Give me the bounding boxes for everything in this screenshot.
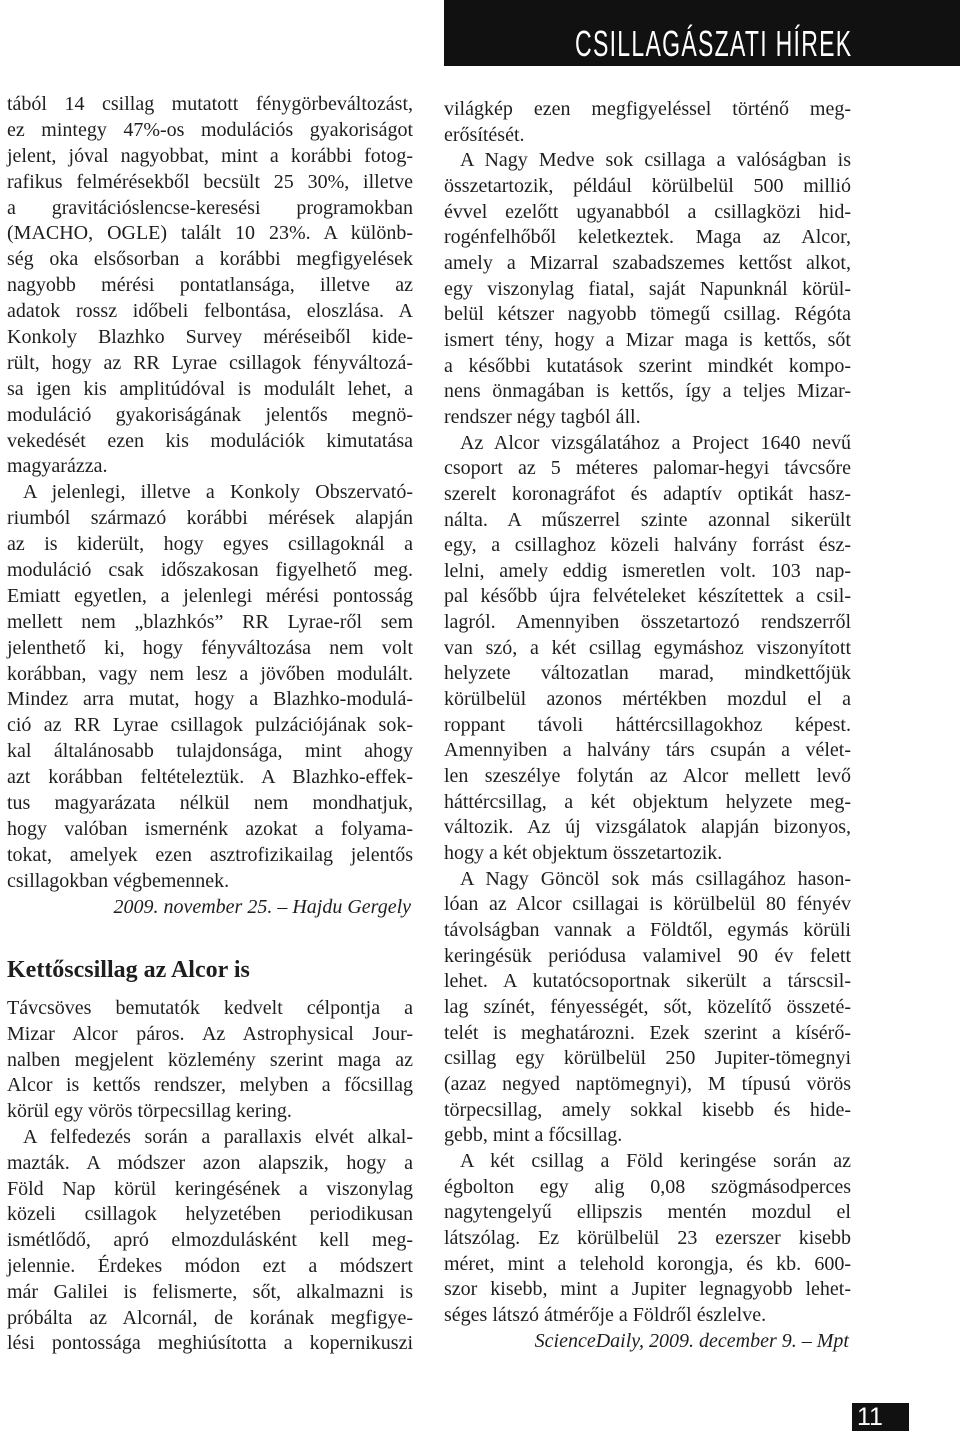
text-line: Alcor is kettős rendszer, melyben a főcsillag [7,1074,413,1097]
text-line: Konkoly Blazhko Survey méréseiből kide- [7,326,413,349]
article-byline: ScienceDaily, 2009. december 9. – Mpt [534,1329,849,1352]
text-line: hogy a két objektum összetartozik. [444,842,723,865]
text-line: belül kétszer nagyobb tömegű csillag. Régóta [444,303,851,326]
text-line: lehet. A kutatócsoportnak sikerült a társcsil- [444,970,851,993]
text-line: tus magyarázata nélkül nem mondhatjuk, [7,792,413,815]
text-line: pal később újra felvételeket készítettek a csil- [444,585,851,608]
text-line: törpecsillag, amely sokkal kisebb és hide- [444,1098,851,1121]
text-line: távolságban vannak a Földtől, egymás körüli [444,919,851,941]
text-line: jelenthető ki, hogy fényváltozása nem volt [7,636,413,659]
paragraph [444,1149,851,1329]
text-line: nálta. A műszerrel szinte azonnal sikerült [444,508,851,531]
text-line: A két csillag a Föld keringése során az [460,1149,851,1172]
text-line: nalben megjelent közlemény szerint maga az [7,1048,413,1071]
left-column-article-body [7,996,413,1357]
text-line: A jelenlegi, illetve a Konkoly Obszervató- [23,481,413,504]
text-line: vekedését ezen kis modulációk kimutatása [7,429,413,452]
text-line: az is kiderült, hogy egyes csillagoknál a [7,533,413,556]
paragraph [7,1125,413,1357]
text-line: a gravitációslencse-keresési programokban [7,196,413,219]
text-line: Mindez arra mutat, hogy a Blazhko-modulá- [7,688,413,711]
text-line: egy viszonylag fiatal, saját Napunknál körül- [444,277,851,300]
text-line: egy, a csillaghoz közeli halvány forrást ész- [444,534,851,557]
text-line: tából 14 csillag mutatott fénygörbeváltozást, [7,93,413,115]
text-line: A felfedezés során a parallaxis elvét alkal- [23,1125,413,1148]
text-line: a későbbi kutatások szerint mindkét kompo- [444,354,851,377]
text-line: nagyobb mérési pontatlansága, illetve az [7,274,413,297]
text-line: évvel ezelőtt ugyanabból a csillagközi hid- [444,200,851,223]
text-line: helyzete változatlan marad, mindkettőjük [444,662,851,685]
text-line: próbálta az Alcornál, de korának megfigye- [7,1306,413,1329]
text-line: tokat, amelyek ezen asztrofizikailag jelentős [7,843,413,866]
paragraph [444,867,851,1149]
text-line: méret, mint a telehold korongja, és kb. 600- [444,1252,851,1275]
text-line: csillagokban végbemennek. [7,869,230,892]
text-line: lagról. Amennyiben összetartozó rendszerről [444,611,851,634]
text-line: Emiatt egyetlen, a jelenlegi mérési pontosság [7,584,413,607]
paragraph [444,431,851,867]
text-line: ség oka elsősorban a korábbi megfigyelések [7,248,413,271]
text-line: riumból származó korábbi mérések alapján [7,507,413,530]
text-line: moduláció gyakoriságának jelentős megnö- [7,403,413,426]
text-line: ció az RR Lyrae csillagok pulzációjának sok- [7,714,413,737]
text-line: jelent, jóval nagyobbat, mint a korábbi fotog- [7,144,413,167]
text-line: lag színét, fényességét, sőt, közelítő összeté- [444,995,851,1018]
page-number: 11 [852,1403,909,1431]
text-line: Az Alcor vizsgálatához a Project 1640 nevű [460,431,851,454]
paragraph [444,97,851,148]
text-line: lési pontossága meghiúsította a kopernikuszi [7,1332,413,1355]
text-line: égbolton egy alig 0,08 szögmásodperces [444,1175,851,1198]
text-line: hogy valóban ismernénk azokat a folyama- [7,817,413,840]
text-line: sa igen kis amplitúdóval is modulált lehet, a [7,377,413,400]
right-column [444,97,851,1354]
section-title: CSILLAGÁSZATI HÍREK [574,23,852,64]
text-line: nagytengelyű ellipszis mentén mozdul el [444,1201,851,1224]
text-line: összetartozik, például körülbelül 500 millió [444,174,851,197]
text-line: szor kisebb, mint a Jupiter legnagyobb lehet- [444,1278,851,1301]
text-line: Távcsöves bemutatók kedvelt célpontja a [7,997,413,1019]
text-line: roppant távoli háttércsillagokhoz képest. [444,713,851,736]
text-line: erősítését. [444,123,525,146]
article-heading: Kettőscsillag az Alcor is [7,957,250,983]
text-line: van szó, a két csillag egymáshoz viszonyított [444,636,851,659]
text-line: Amennyiben a halvány társ csupán a vélet- [444,739,851,762]
text-line: csillag egy körülbelül 250 Jupiter-tömegnyi [444,1047,851,1070]
text-line: ismert tény, hogy a Mizar maga is kettős, sőt [444,328,851,351]
text-line: len szeszélye folytán az Alcor mellett levő [444,765,851,788]
text-line: (azaz negyed naptömegnyi), M típusú vörös [444,1072,851,1095]
text-line: szerelt koronagráfot és adaptív optikát hasz- [444,482,851,505]
text-line: kal általánosabb tulajdonsága, mint ahogy [7,740,413,763]
text-line: látszólag. Ez körülbelül 23 ezerszer kisebb [444,1226,851,1249]
paragraph [444,148,851,430]
text-line: már Galilei is felismerte, sőt, alkalmazni is [7,1280,413,1303]
text-line: azt korábban feltételeztük. A Blazhko-effek- [7,766,413,789]
text-line: változik. Az új vizsgálatok alapján bizonyos, [444,816,851,839]
text-line: rült, hogy az RR Lyrae csillagok fényváltozá- [7,351,413,374]
text-line: körül egy vörös törpecsillag kering. [7,1100,292,1123]
text-line: Föld Nap körül keringésének a viszonylag [7,1177,413,1200]
text-line: mazták. A módszer azon alapszik, hogy a [7,1151,413,1174]
article-byline: 2009. november 25. – Hajdu Gergely [113,895,411,918]
text-line: ismétlődő, apró elmozdulásként kell meg- [7,1229,413,1252]
text-line: rafikus felmérésekből becsült 25 30%, illetve [7,170,413,193]
text-line: amely a Mizarral szabadszemes kettőst alkot, [444,251,851,274]
text-line: csoport az 5 méteres palomar-hegyi távcsőre [444,457,851,480]
text-line: rendszer négy tagból áll. [444,405,641,428]
text-line: magyarázza. [7,455,108,478]
text-line: jelennie. Érdekes módon ezt a módszert [7,1254,413,1277]
text-line: telét is meghatározni. Ezek szerint a kísérő- [444,1021,851,1044]
text-line: korábban, vagy nem lesz a jövőben modulált. [7,662,413,685]
text-line: adatok rossz időbeli felbontása, eloszlása. A [7,300,413,323]
text-line: A Nagy Medve sok csillaga a valóságban is [460,149,851,172]
text-line: rogénfelhőből keletkeztek. Maga az Alcor, [444,226,851,249]
text-line: körülbelül azonos mértékben mozdul el a [444,688,851,711]
paragraph [7,480,413,894]
text-line: séges látszó átmérője a Földről észlelve. [444,1303,767,1326]
text-line: A Nagy Göncöl sok más csillagához hason- [460,867,851,890]
left-column-article-continuation [7,92,413,921]
text-line: háttércsillag, a két objektum helyzete meg- [444,790,851,813]
text-line: lóan az Alcor csillagai is körülbelül 80 fényév [444,893,851,916]
text-line: nens önmagában is kettős, így a teljes Mizar- [444,380,851,403]
text-line: keringésük periódusa valamivel 90 év felett [444,944,851,967]
text-line: mellett nem „blazhkós” RR Lyrae-ről sem [7,610,413,633]
text-line: moduláció csak időszakosan figyelhető meg. [7,559,413,582]
text-line: világkép ezen megfigyeléssel történő meg- [444,98,851,120]
section-header-bar [444,0,960,66]
text-line: Mizar Alcor páros. Az Astrophysical Jour- [7,1022,413,1045]
paragraph [7,92,413,480]
text-line: gebb, mint a főcsillag. [444,1124,623,1147]
text-line: közeli csillagok helyzetében periodikusan [7,1203,413,1226]
paragraph [7,996,413,1125]
text-line: ez mintegy 47%-os modulációs gyakoriságot [7,118,413,141]
text-line: (MACHO, OGLE) talált 10 23%. A különb- [7,222,413,245]
text-line: lelni, amely eddig ismeretlen volt. 103 nap- [444,559,851,582]
